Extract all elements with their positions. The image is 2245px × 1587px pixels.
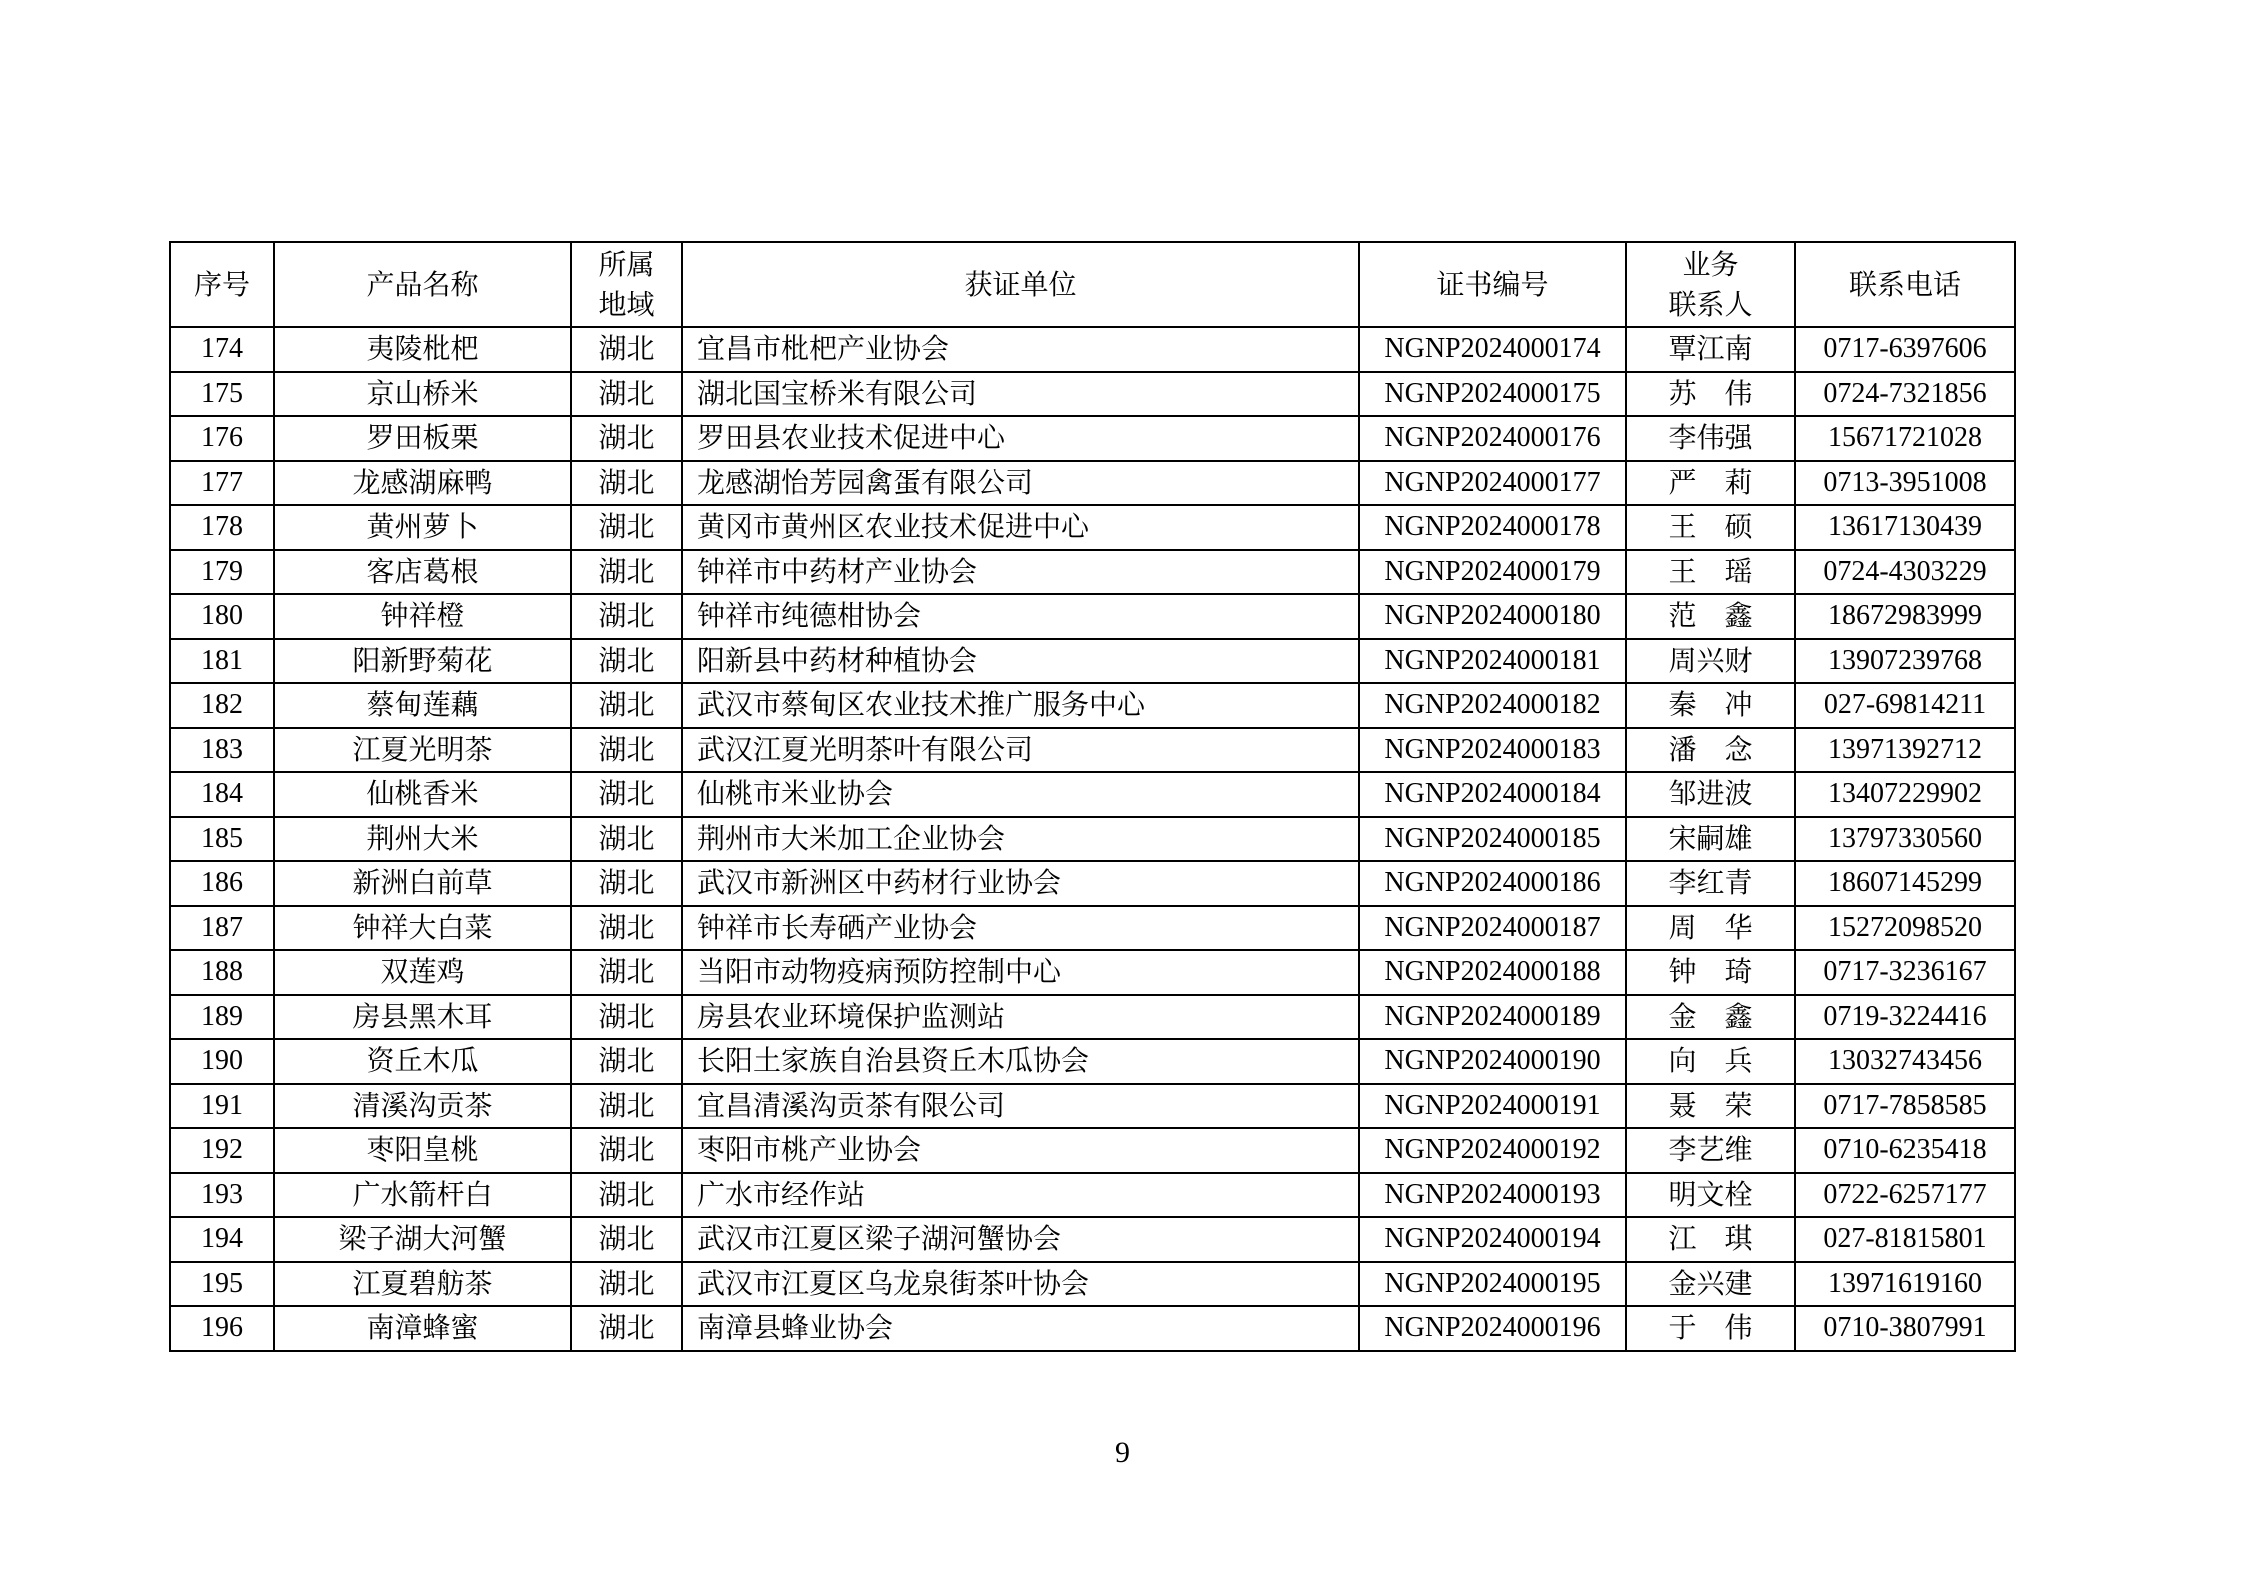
cell-certificate-number: NGNP2024000192 [1359,1128,1626,1173]
cell-contact: 向 兵 [1626,1039,1795,1084]
cell-region: 湖北 [571,1039,682,1084]
cell-certified-unit: 宜昌清溪沟贡茶有限公司 [682,1084,1359,1129]
cell-phone: 0719-3224416 [1795,995,2015,1040]
cell-product-name: 广水箭杆白 [274,1173,571,1218]
cell-product-name: 钟祥橙 [274,594,571,639]
table-row [170,1084,2015,1129]
cell-region: 湖北 [571,461,682,506]
cell-certified-unit: 龙感湖怡芳园禽蛋有限公司 [682,461,1359,506]
table-row [170,817,2015,862]
cell-certified-unit: 罗田县农业技术促进中心 [682,416,1359,461]
cell-certificate-number: NGNP2024000189 [1359,995,1626,1040]
cell-seq: 174 [170,327,274,372]
cell-product-name: 江夏光明茶 [274,728,571,773]
table-row [170,1128,2015,1173]
cell-certificate-number: NGNP2024000175 [1359,372,1626,417]
cell-contact: 明文栓 [1626,1173,1795,1218]
cell-seq: 184 [170,772,274,817]
cell-region: 湖北 [571,1262,682,1307]
table-row [170,950,2015,995]
header-seq: 序号 [170,242,274,327]
cell-seq: 185 [170,817,274,862]
table-row [170,772,2015,817]
cell-phone: 0713-3951008 [1795,461,2015,506]
cell-certificate-number: NGNP2024000176 [1359,416,1626,461]
table-row [170,372,2015,417]
cell-region: 湖北 [571,772,682,817]
cell-product-name: 荆州大米 [274,817,571,862]
cell-contact: 严 莉 [1626,461,1795,506]
header-product-name: 产品名称 [274,242,571,327]
cell-seq: 183 [170,728,274,773]
cell-region: 湖北 [571,1128,682,1173]
table-row [170,728,2015,773]
cell-region: 湖北 [571,372,682,417]
cell-phone: 13617130439 [1795,505,2015,550]
cell-phone: 0724-7321856 [1795,372,2015,417]
cell-region: 湖北 [571,416,682,461]
cell-seq: 180 [170,594,274,639]
cell-certified-unit: 武汉市蔡甸区农业技术推广服务中心 [682,683,1359,728]
cell-seq: 190 [170,1039,274,1084]
cell-product-name: 南漳蜂蜜 [274,1306,571,1351]
cell-region: 湖北 [571,1173,682,1218]
cell-region: 湖北 [571,594,682,639]
cell-phone: 15671721028 [1795,416,2015,461]
cell-certificate-number: NGNP2024000193 [1359,1173,1626,1218]
cell-product-name: 枣阳皇桃 [274,1128,571,1173]
cell-certified-unit: 仙桃市米业协会 [682,772,1359,817]
table-row [170,683,2015,728]
table-row [170,461,2015,506]
cell-region: 湖北 [571,550,682,595]
table-row [170,1173,2015,1218]
cell-product-name: 罗田板栗 [274,416,571,461]
cell-phone: 0710-3807991 [1795,1306,2015,1351]
cell-certificate-number: NGNP2024000196 [1359,1306,1626,1351]
page-number: 9 [1115,1436,1130,1469]
cell-seq: 186 [170,861,274,906]
cell-contact: 王 硕 [1626,505,1795,550]
cell-certificate-number: NGNP2024000186 [1359,861,1626,906]
header-certificate-number: 证书编号 [1359,242,1626,327]
table-row [170,995,2015,1040]
cell-seq: 196 [170,1306,274,1351]
cell-contact: 江 琪 [1626,1217,1795,1262]
table-row [170,861,2015,906]
cell-seq: 176 [170,416,274,461]
header-region-label: 所属 地域 [598,247,655,321]
cell-certified-unit: 广水市经作站 [682,1173,1359,1218]
table-header [170,242,2015,327]
cell-certificate-number: NGNP2024000180 [1359,594,1626,639]
cell-seq: 178 [170,505,274,550]
cell-seq: 177 [170,461,274,506]
cell-certified-unit: 黄冈市黄州区农业技术促进中心 [682,505,1359,550]
cell-certified-unit: 钟祥市中药材产业协会 [682,550,1359,595]
cell-certified-unit: 钟祥市纯德柑协会 [682,594,1359,639]
cell-certified-unit: 湖北国宝桥米有限公司 [682,372,1359,417]
cell-certified-unit: 南漳县蜂业协会 [682,1306,1359,1351]
cell-region: 湖北 [571,505,682,550]
cell-certificate-number: NGNP2024000178 [1359,505,1626,550]
cell-phone: 18672983999 [1795,594,2015,639]
cell-region: 湖北 [571,995,682,1040]
cell-certificate-number: NGNP2024000188 [1359,950,1626,995]
cell-seq: 175 [170,372,274,417]
cell-product-name: 梁子湖大河蟹 [274,1217,571,1262]
cell-phone: 13032743456 [1795,1039,2015,1084]
cell-phone: 13907239768 [1795,639,2015,684]
cell-seq: 189 [170,995,274,1040]
cell-certificate-number: NGNP2024000179 [1359,550,1626,595]
cell-phone: 18607145299 [1795,861,2015,906]
header-region [571,242,682,327]
cell-contact: 邹进波 [1626,772,1795,817]
cell-product-name: 阳新野菊花 [274,639,571,684]
cell-region: 湖北 [571,1306,682,1351]
cell-certificate-number: NGNP2024000195 [1359,1262,1626,1307]
table-row [170,416,2015,461]
cell-certified-unit: 武汉市新洲区中药材行业协会 [682,861,1359,906]
cell-region: 湖北 [571,950,682,995]
cell-contact: 潘 念 [1626,728,1795,773]
cell-certified-unit: 宜昌市枇杷产业协会 [682,327,1359,372]
header-certified-unit: 获证单位 [682,242,1359,327]
cell-phone: 13971619160 [1795,1262,2015,1307]
cell-certificate-number: NGNP2024000183 [1359,728,1626,773]
table-row [170,550,2015,595]
cell-certificate-number: NGNP2024000185 [1359,817,1626,862]
table-row [170,1039,2015,1084]
cell-certificate-number: NGNP2024000184 [1359,772,1626,817]
cell-contact: 王 瑶 [1626,550,1795,595]
cell-phone: 027-69814211 [1795,683,2015,728]
cell-phone: 13797330560 [1795,817,2015,862]
cell-product-name: 资丘木瓜 [274,1039,571,1084]
cell-contact: 金 鑫 [1626,995,1795,1040]
table-row [170,505,2015,550]
cell-certificate-number: NGNP2024000187 [1359,906,1626,951]
cell-contact: 李艺维 [1626,1128,1795,1173]
cell-contact: 金兴建 [1626,1262,1795,1307]
cell-contact: 苏 伟 [1626,372,1795,417]
cell-certified-unit: 武汉江夏光明茶叶有限公司 [682,728,1359,773]
cell-certified-unit: 武汉市江夏区梁子湖河蟹协会 [682,1217,1359,1262]
cell-phone: 13407229902 [1795,772,2015,817]
cell-region: 湖北 [571,817,682,862]
cell-certified-unit: 房县农业环境保护监测站 [682,995,1359,1040]
header-phone: 联系电话 [1795,242,2015,327]
cell-region: 湖北 [571,1084,682,1129]
table-row [170,639,2015,684]
cell-certified-unit: 钟祥市长寿硒产业协会 [682,906,1359,951]
cell-certified-unit: 阳新县中药材种植协会 [682,639,1359,684]
cell-region: 湖北 [571,327,682,372]
table-row [170,1217,2015,1262]
cell-seq: 195 [170,1262,274,1307]
cell-contact: 秦 冲 [1626,683,1795,728]
cell-certificate-number: NGNP2024000190 [1359,1039,1626,1084]
cell-region: 湖北 [571,728,682,773]
cell-product-name: 蔡甸莲藕 [274,683,571,728]
cell-region: 湖北 [571,683,682,728]
cell-phone: 0722-6257177 [1795,1173,2015,1218]
table-row [170,906,2015,951]
cell-certified-unit: 枣阳市桃产业协会 [682,1128,1359,1173]
cell-phone: 0724-4303229 [1795,550,2015,595]
cell-seq: 193 [170,1173,274,1218]
header-contact [1626,242,1795,327]
table-body [170,327,2015,1351]
cell-region: 湖北 [571,639,682,684]
cell-seq: 194 [170,1217,274,1262]
cell-certified-unit: 长阳土家族自治县资丘木瓜协会 [682,1039,1359,1084]
cell-region: 湖北 [571,1217,682,1262]
cell-contact: 周 华 [1626,906,1795,951]
cell-seq: 192 [170,1128,274,1173]
cell-product-name: 龙感湖麻鸭 [274,461,571,506]
cell-seq: 188 [170,950,274,995]
cell-seq: 182 [170,683,274,728]
cell-phone: 027-81815801 [1795,1217,2015,1262]
cell-product-name: 京山桥米 [274,372,571,417]
cell-region: 湖北 [571,906,682,951]
cell-contact: 聂 荣 [1626,1084,1795,1129]
cell-phone: 0717-6397606 [1795,327,2015,372]
certificate-table [169,241,2016,1352]
table-row [170,594,2015,639]
cell-certificate-number: NGNP2024000191 [1359,1084,1626,1129]
cell-product-name: 江夏碧舫茶 [274,1262,571,1307]
cell-contact: 覃江南 [1626,327,1795,372]
header-row [170,242,2015,327]
cell-certificate-number: NGNP2024000174 [1359,327,1626,372]
cell-certificate-number: NGNP2024000181 [1359,639,1626,684]
cell-region: 湖北 [571,861,682,906]
cell-seq: 179 [170,550,274,595]
cell-product-name: 黄州萝卜 [274,505,571,550]
cell-seq: 181 [170,639,274,684]
header-contact-label: 业务 联系人 [1668,247,1753,321]
cell-contact: 周兴财 [1626,639,1795,684]
cell-phone: 0710-6235418 [1795,1128,2015,1173]
cell-certified-unit: 当阳市动物疫病预防控制中心 [682,950,1359,995]
cell-certificate-number: NGNP2024000177 [1359,461,1626,506]
cell-product-name: 新洲白前草 [274,861,571,906]
cell-certified-unit: 武汉市江夏区乌龙泉街茶叶协会 [682,1262,1359,1307]
cell-product-name: 夷陵枇杷 [274,327,571,372]
cell-phone: 0717-3236167 [1795,950,2015,995]
cell-product-name: 仙桃香米 [274,772,571,817]
table-row [170,1306,2015,1351]
cell-product-name: 双莲鸡 [274,950,571,995]
cell-certificate-number: NGNP2024000194 [1359,1217,1626,1262]
cell-contact: 宋嗣雄 [1626,817,1795,862]
cell-product-name: 客店葛根 [274,550,571,595]
cell-seq: 191 [170,1084,274,1129]
cell-contact: 范 鑫 [1626,594,1795,639]
cell-product-name: 清溪沟贡茶 [274,1084,571,1129]
table-row [170,1262,2015,1307]
cell-certified-unit: 荆州市大米加工企业协会 [682,817,1359,862]
cell-certificate-number: NGNP2024000182 [1359,683,1626,728]
cell-phone: 13971392712 [1795,728,2015,773]
cell-contact: 于 伟 [1626,1306,1795,1351]
cell-product-name: 钟祥大白菜 [274,906,571,951]
cell-contact: 李红青 [1626,861,1795,906]
cell-phone: 15272098520 [1795,906,2015,951]
table-row [170,327,2015,372]
cell-seq: 187 [170,906,274,951]
cell-phone: 0717-7858585 [1795,1084,2015,1129]
cell-contact: 钟 琦 [1626,950,1795,995]
cell-product-name: 房县黑木耳 [274,995,571,1040]
cell-contact: 李伟强 [1626,416,1795,461]
